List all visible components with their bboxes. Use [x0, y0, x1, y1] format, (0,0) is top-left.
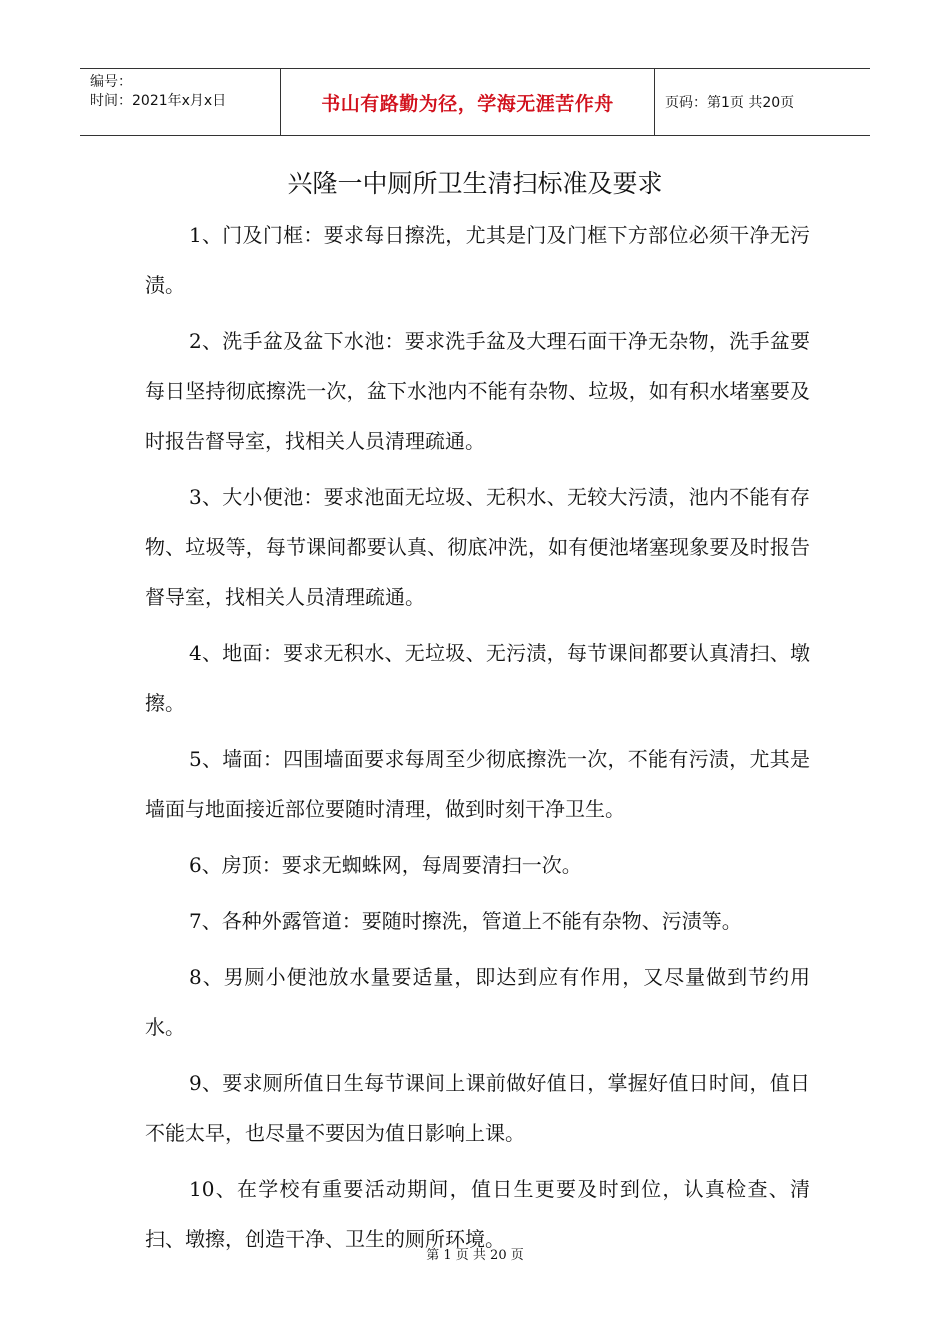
document-title: 兴隆一中厕所卫生清扫标准及要求: [287, 169, 663, 198]
paragraph-4: 4、地面：要求无积水、无垃圾、无污渍，每节课间都要认真清扫、墩擦。: [145, 641, 810, 715]
paragraph-5: 5、墙面：四围墙面要求每周至少彻底擦洗一次，不能有污渍，尤其是墙面与地面接近部位要随时清理，做到时刻干净卫生。: [145, 747, 810, 821]
paragraph-3: 3、大小便池：要求池面无垃圾、无积水、无较大污渍，池内不能有存物、垃圾等，每节课间都要认真、彻底冲洗，如有便池堵塞现象要及时报告督导室，找相关人员清理疏通。: [145, 485, 810, 609]
document-body: [145, 210, 810, 1270]
paragraph-6: 6、房顶：要求无蜘蛛网，每周要清扫一次。: [189, 853, 582, 877]
paragraph-7: 7、各种外露管道：要随时擦洗，管道上不能有杂物、污渍等。: [189, 909, 742, 933]
page-header: [80, 68, 870, 136]
header-motto: 书山有路勤为径，学海无涯苦作舟: [321, 92, 614, 115]
document-time-label: 时间：2021年x月x日: [90, 93, 227, 109]
header-motto-cell: [281, 69, 655, 135]
paragraph-1: 1、门及门框：要求每日擦洗，尤其是门及门框下方部位必须干净无污渍。: [145, 223, 810, 297]
paragraph-2: 2、洗手盆及盆下水池：要求洗手盆及大理石面干净无杂物，洗手盆要每日坚持彻底擦洗一次，盆下水池内不能有杂物、垃圾，如有积水堵塞要及时报告督导室，找相关人员清理疏通。: [145, 329, 810, 453]
header-meta-cell: [80, 69, 281, 135]
page-footer: 第 1 页 共 20 页: [426, 1248, 524, 1263]
paragraph-8: 8、男厕小便池放水量要适量，即达到应有作用，又尽量做到节约用水。: [145, 965, 810, 1039]
header-page-code: 页码：第1页 共20页: [665, 95, 795, 111]
header-page-cell: [655, 69, 870, 135]
document-number-label: 编号：: [90, 74, 132, 90]
paragraph-10: 10、在学校有重要活动期间，值日生更要及时到位，认真检查、清扫、墩擦，创造干净、卫生的厕所环境。: [145, 1177, 810, 1251]
paragraph-9: 9、要求厕所值日生每节课间上课前做好值日，掌握好值日时间，值日不能太早，也尽量不要因为值日影响上课。: [145, 1071, 810, 1145]
